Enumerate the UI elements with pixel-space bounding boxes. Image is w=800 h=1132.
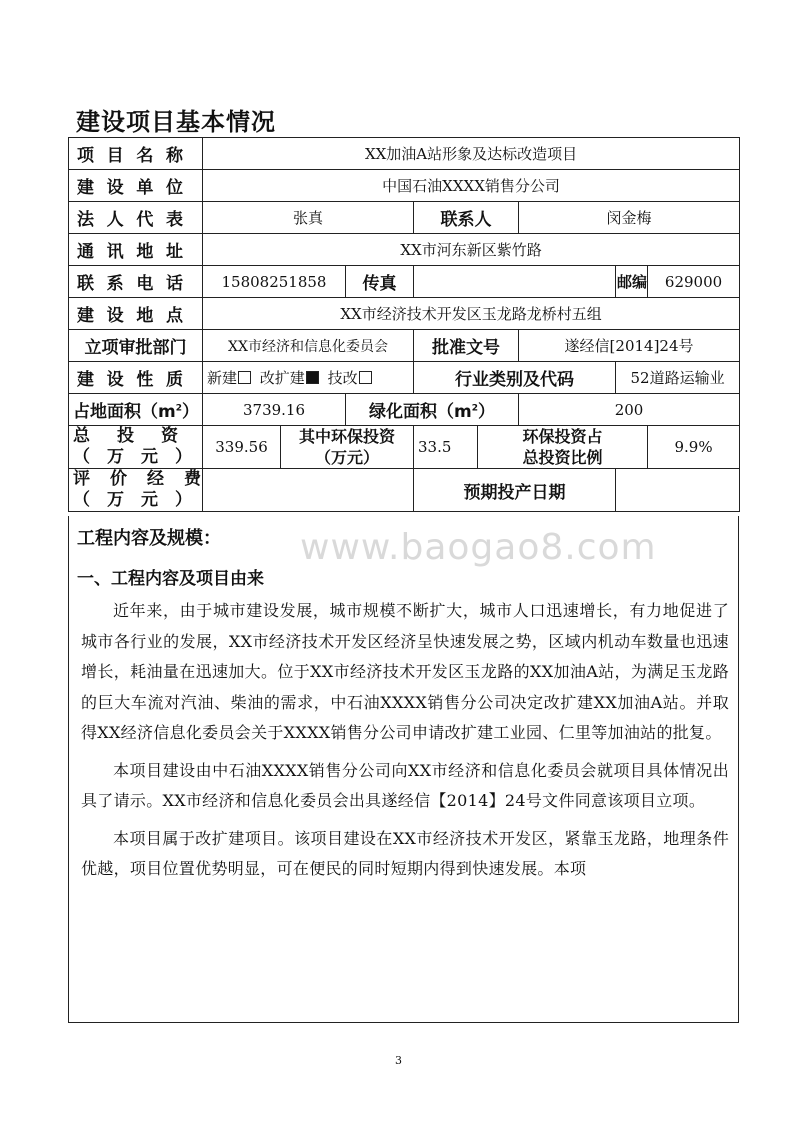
- postcode-label: 邮编: [616, 266, 648, 298]
- row-investment: [69, 426, 740, 469]
- project-content-box: [68, 516, 739, 1023]
- builder-label: 建设单位: [69, 170, 203, 202]
- row-site: [69, 298, 740, 330]
- builder-value: 中国石油XXXX销售分公司: [203, 170, 740, 202]
- approval-dept-label: 立项审批部门: [69, 330, 203, 362]
- watermark: www.baogao8.com: [300, 527, 657, 568]
- paragraph: 本项目建设由中石油XXXX销售分公司向XX市经济和信息化委员会就项目具体情况出具了请示。XX市经济和信息化委员会出具遂经信【2014】24号文件同意该项目立项。: [81, 760, 729, 810]
- row-area: [69, 394, 740, 426]
- paragraph: 本项目属于改扩建项目。该项目建设在XX市经济技术开发区，紧靠玉龙路，地理条件优越，项目位置优势明显，可在便民的同时短期内得到快速发展。本项: [81, 828, 729, 878]
- row-builder: [69, 170, 740, 202]
- fax-label: 传真: [346, 266, 414, 298]
- approval-dept-value: XX市经济和信息化委员会: [203, 330, 414, 362]
- industry-value: 52道路运输业: [616, 362, 740, 394]
- green-area-label: 绿化面积$(m^2)$: [346, 394, 519, 426]
- production-date-value: [616, 469, 740, 512]
- checkbox-tech[interactable]: [359, 371, 372, 384]
- checkbox-expand[interactable]: [306, 371, 319, 384]
- fax-value: [414, 266, 616, 298]
- approval-no-value: 遂经信[2014]24号: [519, 330, 740, 362]
- project-name-label: 项目名称: [69, 138, 203, 170]
- nature-label: 建设性质: [69, 362, 203, 394]
- total-invest-label: 总投资 （万元）: [69, 426, 203, 469]
- nature-option-new: 新建: [207, 369, 238, 387]
- industry-label: 行业类别及代码: [414, 362, 616, 394]
- phone-label: 联系电话: [69, 266, 203, 298]
- address-label: 通讯地址: [69, 234, 203, 266]
- phone-value: 15808251858: [203, 266, 346, 298]
- checkbox-new[interactable]: [238, 371, 251, 384]
- row-project-name: [69, 138, 740, 170]
- env-invest-label: 其中环保投资 （万元）: [281, 426, 414, 469]
- address-value: XX市河东新区紫竹路: [203, 234, 740, 266]
- production-date-label: 预期投产日期: [414, 469, 616, 512]
- eval-fee-label: 评价经费 （万元）: [69, 469, 203, 512]
- row-address: [69, 234, 740, 266]
- row-legal-rep: [69, 202, 740, 234]
- row-approval: [69, 330, 740, 362]
- row-eval-fee: [69, 469, 740, 512]
- contact-value: 闵金梅: [519, 202, 740, 234]
- site-value: XX市经济技术开发区玉龙路龙桥村五组: [203, 298, 740, 330]
- total-invest-value: 339.56: [203, 426, 281, 469]
- contact-label: 联系人: [414, 202, 519, 234]
- nature-options: [203, 362, 414, 394]
- legal-rep-value: 张真: [203, 202, 414, 234]
- land-area-value: 3739.16: [203, 394, 346, 426]
- row-nature: [69, 362, 740, 394]
- eval-fee-value: [203, 469, 414, 512]
- project-info-table: [68, 137, 740, 512]
- approval-no-label: 批准文号: [414, 330, 519, 362]
- paragraph: 近年来，由于城市建设发展，城市规模不断扩大，城市人口迅速增长，有力地促进了城市各行业的发展，XX市经济技术开发区经济呈快速发展之势，区域内机动车数量也迅速增长，耗油量在迅速加大。位于XX市经济技术开发区玉龙路的XX加油A站，为满足玉龙路的巨大车流对汽油、柴油的需求，中石油XXXX销售分公司决定改扩建XX加油A站。并取得XX经济信息化委员会关于XXXX销售分公司申请改扩建工业园、仁里等加油站的批复。: [81, 601, 729, 742]
- nature-option-expand: 改扩建: [259, 369, 305, 387]
- content-heading: 工程内容及规模：: [77, 528, 221, 549]
- content-body: [81, 596, 729, 892]
- content-subheading: 一、工程内容及项目由来: [77, 569, 264, 589]
- page-number: 3: [395, 1054, 402, 1067]
- land-area-label: 占地面积$(m^2)$: [69, 394, 203, 426]
- project-name-value: XX加油A站形象及达标改造项目: [203, 138, 740, 170]
- env-invest-value: 33.5: [414, 426, 478, 469]
- env-ratio-label: 环保投资占 总投资比例: [478, 426, 648, 469]
- env-ratio-value: 9.9%: [648, 426, 740, 469]
- postcode-value: 629000: [648, 266, 740, 298]
- nature-option-tech: 技改: [327, 369, 358, 387]
- page-title: 建设项目基本情况: [76, 108, 276, 136]
- site-label: 建设地点: [69, 298, 203, 330]
- legal-rep-label: 法人代表: [69, 202, 203, 234]
- row-phone: [69, 266, 740, 298]
- green-area-value: 200: [519, 394, 740, 426]
